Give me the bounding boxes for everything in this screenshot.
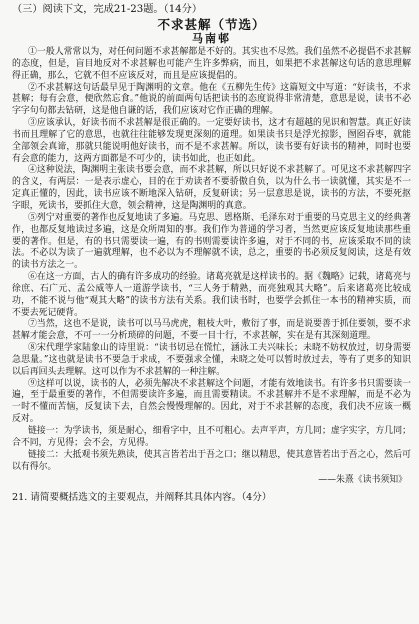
link-2: 链接二：大抵观书须先熟读，使其言皆若出于吾之口；继以精思，使其意皆若出于吾之心，然后可以有得尔。: [12, 449, 411, 472]
paragraph-2: ②不求甚解这句话最早见于陶渊明的文章。他在《五柳先生传》这篇短文中写道：“好读书，不求甚解；每有会意，便欣然忘食。”他说的前面两句话把读书的态度说得非常清楚，意思是说，读书不必字字句句都去钻研，这是他自谦的话，我们应该对它作正确的理解。: [12, 82, 411, 117]
link-1: 链接一：为学读书，须是耐心，细看字中，且不可粗心。去声平声，方几同；虚字实字，方几同；合不同，方见得；会不会，方见得。: [12, 426, 411, 448]
citation-source: ——朱熹《读书须知》: [318, 475, 407, 486]
paragraph-1: ①一般人常常以为，对任何问题不求甚解都是不好的。其实也不尽然。我们虽然不必提倡不求甚解的态度，但是，盲目地反对不求甚解也可能产生许多弊病，而且，如果把不求甚解这句话的意思理解得正确，那么，它就不但不应该反对，而且是应该提倡的。: [12, 47, 411, 81]
paragraph-3: ③应该承认，好读书而不求甚解是很正确的。一定要好读书，这才有超越的见识和智慧。真正好读书而且理解了它的意思，也就往往能够发现更深刻的道理。如果读书只是浮光掠影，囫囵吞枣，就能全部领会真谛，那就只能说明他好读书，而不是不求甚解。所以，读书要有好读书的精神，同时也要有会意的能力，这两方面都是不可少的，读书如此，也正如此。: [12, 118, 411, 164]
paragraph-8: ⑧宋代理学家陆象山的诗里说：“读书切忌在慌忙，涵泳工夫兴味长；未晓不妨权放过，切身需要急思量。”这也就是读书不要急于求成，不要强求全懂，未晓之处可以暂时放过去，等有了更多的知识以后再回头去理解。这可以作为不求甚解的一种注解。: [12, 343, 411, 377]
paragraph-9: ⑨这样可以说，读书的人，必须先解决不求甚解这个问题，才能有效地读书。有许多书只需要读一遍，至于最重要的著作，不但需要读许多遍，而且需要精读。不求甚解并不是不求理解，而是不必为一时不懂而苦恼，反复读下去，自然会慢慢理解的。因此，对于不求甚解的态度，我们决不应该一概反对。: [12, 378, 411, 425]
paragraph-5: ⑤列宁对重要的著作也反复地读了多遍。马克思、恩格斯、毛泽东对于重要的马克思主义的经典著作，也都反复地读过多遍，这是众所周知的事。我们作为普通的学习者，当然更应该反复地读那些重要的著作。但是，有的书只需要读一遍，有的书则需要读许多遍，对于不同的书，应该采取不同的读法。不必以为读了一遍就理解，也不必以为不理解就不读，总之，重要的书必须反复阅读，这是有效的读书方法之一。: [12, 212, 411, 271]
paragraph-4: ④这种说法，陶渊明主张读书要会意，而不求甚解，所以只好说不求甚解了。可见这不求甚解四字的含义，有两层：一是表示虚心，目的在于劝读者不要骄傲自负，以为什么书一读就懂，其实是不一定真正懂的，因此，读书应该不断地深入钻研，反复研读；另一层意思是说，读书的方法，不要死抠字眼，死读书，要抓住大意，领会精神，这是陶渊明的真意。: [12, 165, 411, 211]
paragraph-6: ⑥在这一方面，古人的确有许多成功的经验。诸葛亮就是这样读书的。据《魏略》记载，诸葛亮与徐庶、石广元、孟公威等人一道游学读书，“三人务于精熟，而亮独观其大略”。后来诸葛亮比较成功，不能不说与他“观其大略”的读书方法有关系。我们读书时，也要学会抓住一本书的精神实质，而不要去死记硬背。: [12, 272, 411, 318]
essay-title: 不求甚解（节选）: [157, 17, 266, 32]
essay-author: 马南邨: [192, 32, 231, 45]
essay-body: [12, 47, 411, 473]
section-intro: （三）阅读下文，完成21-23题。（14分）: [12, 4, 203, 15]
question-21: 21. 请简要概括选文的主要观点，并阐释其具体内容。（4分）: [12, 492, 272, 504]
paragraph-7: ⑦当然，这也不是说，读书可以马马虎虎，粗枝大叶，敷衍了事，而是说要善于抓住要领，要不求甚解才能会意，不可一一分析琐碎的问题，不要一目十行，不求甚解，实在是有其深刻道理。: [12, 319, 411, 342]
